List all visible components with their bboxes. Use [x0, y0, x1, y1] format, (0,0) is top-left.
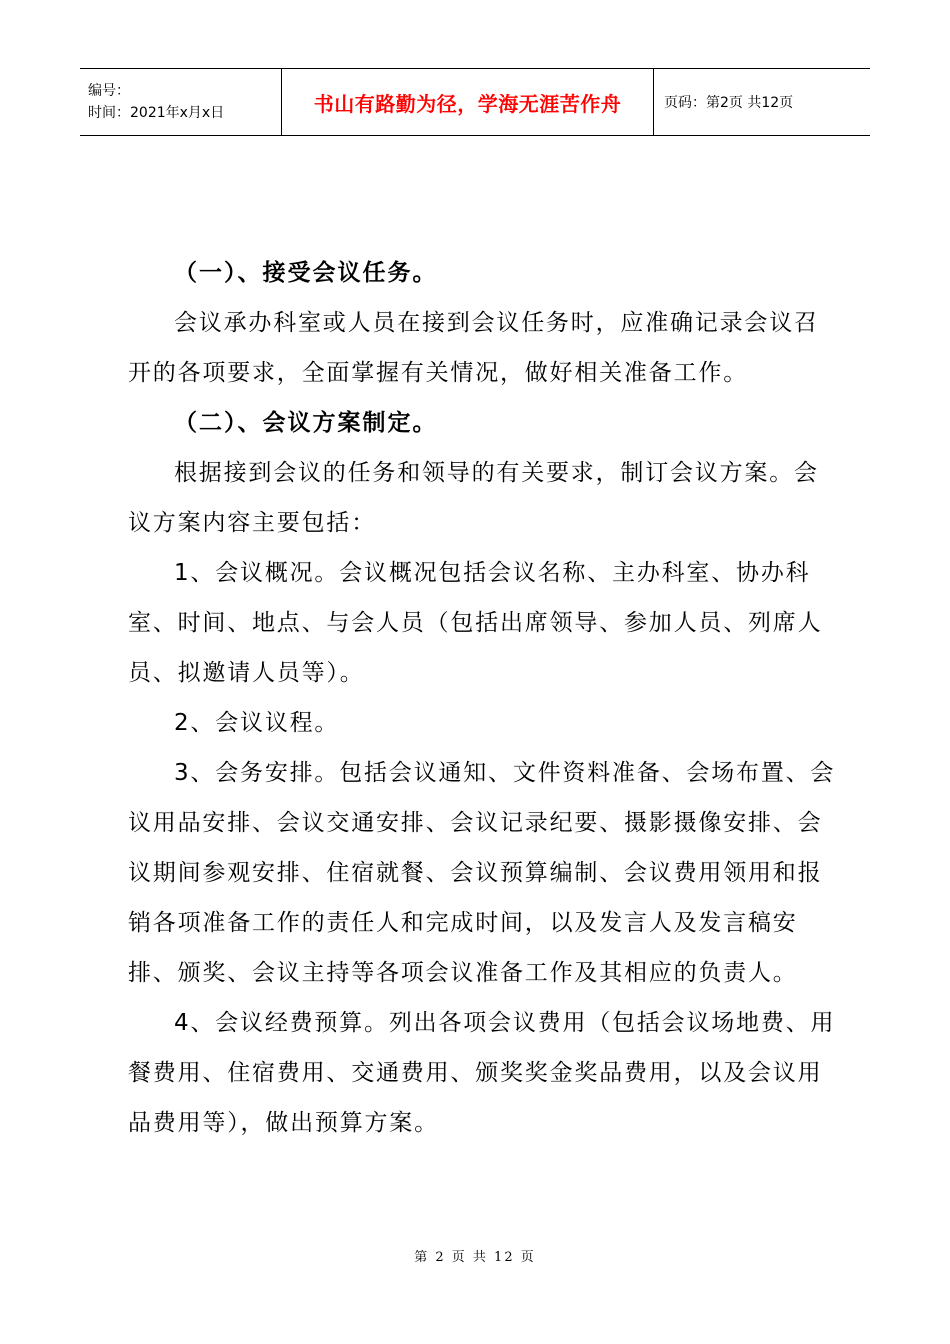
list-item-4: [128, 998, 840, 1148]
document-header: [80, 68, 870, 136]
header-page-info: [654, 69, 870, 135]
list-item-1-text: 会议概况包括会议名称、主办科室、协办科室、时间、地点、与会人员（包括出席领导、参加人员、列席人员、拟邀请人员等）。: [128, 560, 823, 686]
list-item-2-lead: 2、会议议程。: [174, 710, 340, 736]
section-heading-2: （二）、会议方案制定。: [174, 410, 438, 436]
header-meta: [80, 69, 282, 135]
document-body: [128, 248, 840, 1148]
page-footer: [0, 1246, 950, 1265]
document-time-label: 时间：2021年x月x日: [88, 105, 225, 121]
list-item-4-lead: 4、会议经费预算。: [174, 1010, 389, 1036]
footer-page-number: 第 2 页 共 12 页: [414, 1250, 536, 1265]
list-item-1: [128, 548, 840, 698]
header-motto: [282, 69, 654, 135]
list-item-1-lead: 1、会议概况。: [174, 560, 340, 586]
page-info-text: 页码：第2页 共12页: [664, 95, 794, 111]
list-item-3-lead: 3、会务安排。: [174, 760, 340, 786]
paragraph-2: 根据接到会议的任务和领导的有关要求，制订会议方案。会议方案内容主要包括：: [128, 460, 819, 536]
motto-text: 书山有路勤为径，学海无涯苦作舟: [313, 91, 622, 116]
list-item-3-text: 包括会议通知、文件资料准备、会场布置、会议用品安排、会议交通安排、会议记录纪要、摄影摄像安排、会议期间参观安排、住宿就餐、会议预算编制、会议费用领用和报销各项准备工作的责任人和完成时间，以及发言人及发言稿安排、颁奖、会议主持等各项会议准备工作及其相应的负责人。: [128, 760, 836, 986]
paragraph-1: 会议承办科室或人员在接到会议任务时，应准确记录会议召开的各项要求，全面掌握有关情况，做好相关准备工作。: [128, 310, 819, 386]
list-item-2: [128, 698, 840, 748]
list-item-3: [128, 748, 840, 998]
section-heading-1: （一）、接受会议任务。: [174, 260, 438, 286]
list-item-4-text: 列出各项会议费用（包括会议场地费、用餐费用、住宿费用、交通费用、颁奖奖金奖品费用，以及会议用品费用等），做出预算方案。: [128, 1010, 836, 1136]
document-number-label: 编号：: [88, 83, 130, 99]
